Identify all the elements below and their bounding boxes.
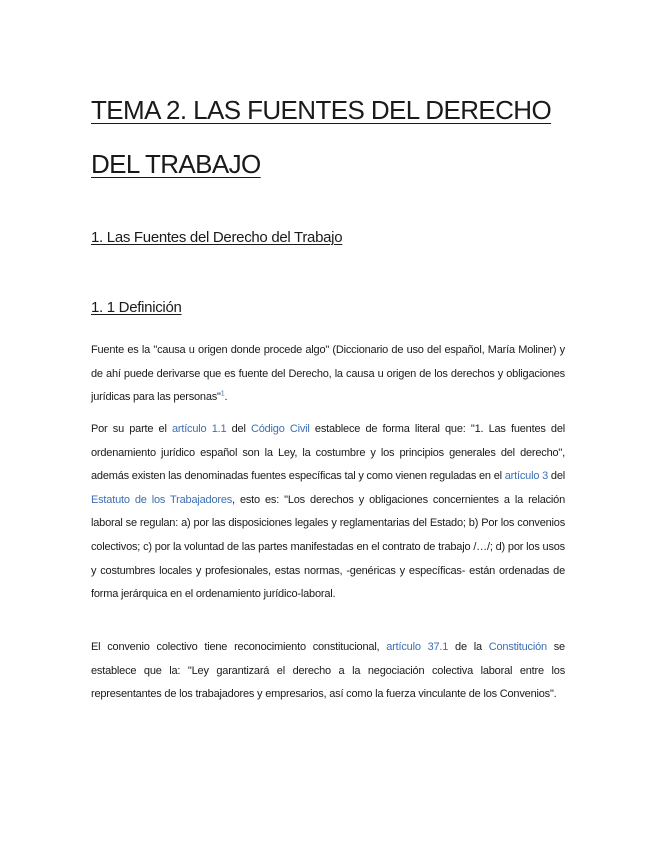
section-heading-definicion: 1. 1 Definición: [91, 299, 182, 316]
link-estatuto-trabajadores[interactable]: Estatuto de los Trabajadores: [91, 493, 233, 506]
paragraph-convenio-colectivo: [91, 636, 565, 707]
paragraph-text: , esto es: "Los derechos y obligaciones concernientes a la relación laboral se regulan: a) por las disposiciones legales y reglamentarias del Estado; b) Por los convenios colectivos; c) por la voluntad de las partes manifestadas en el contrato de trabajo /…/; d) por los usos y costumbres locales y profesionales, estas normas, -genéricas y específicas- están ordenadas de forma jerárquica en el ordenamiento jurídico-laboral.: [91, 493, 565, 601]
paragraph-text: establece de forma literal que: "1. Las fuentes del ordenamiento jurídico español son la Ley, la costumbre y los principios generales del derecho", además existen las denominadas fuentes específicas tal y como vienen reguladas en el: [91, 423, 565, 483]
paragraph-text: se establece que la: "Ley garantizará el derecho a la negociación colectiva laboral entre los representantes de los trabajadores y empresarios, así como la fuerza vinculante de los Convenios".: [91, 641, 565, 701]
link-articulo-1-1[interactable]: artículo 1.1: [171, 423, 227, 435]
document-title: TEMA 2. LAS FUENTES DEL DERECHO DEL TRABAJO: [91, 95, 552, 179]
paragraph-text: del: [226, 423, 251, 435]
paragraph-definicion: [91, 339, 565, 410]
paragraph-text: de la: [448, 641, 489, 653]
link-constitucion[interactable]: Constitución: [488, 641, 547, 653]
paragraph-codigo-civil: [91, 418, 565, 607]
footnote-marker[interactable]: 1: [220, 390, 225, 398]
link-articulo-3[interactable]: artículo 3: [504, 470, 549, 483]
link-codigo-civil[interactable]: Código Civil: [250, 423, 310, 435]
paragraph-text: El convenio colectivo tiene reconocimiento constitucional,: [91, 641, 387, 653]
paragraph-text: Por su parte el: [91, 423, 172, 435]
section-heading-fuentes: 1. Las Fuentes del Derecho del Trabajo: [91, 229, 343, 246]
paragraph-end: .: [224, 391, 228, 404]
paragraph-text: Fuente es la "causa u origen donde procede algo" (Diccionario de uso del español, María Moliner) y de ahí puede derivarse que es fuente del Derecho, la causa u origen de los derechos y obligaciones jurídicas para las personas": [91, 344, 565, 404]
paragraph-text: del: [548, 470, 566, 483]
link-articulo-37-1[interactable]: artículo 37.1: [386, 641, 449, 653]
